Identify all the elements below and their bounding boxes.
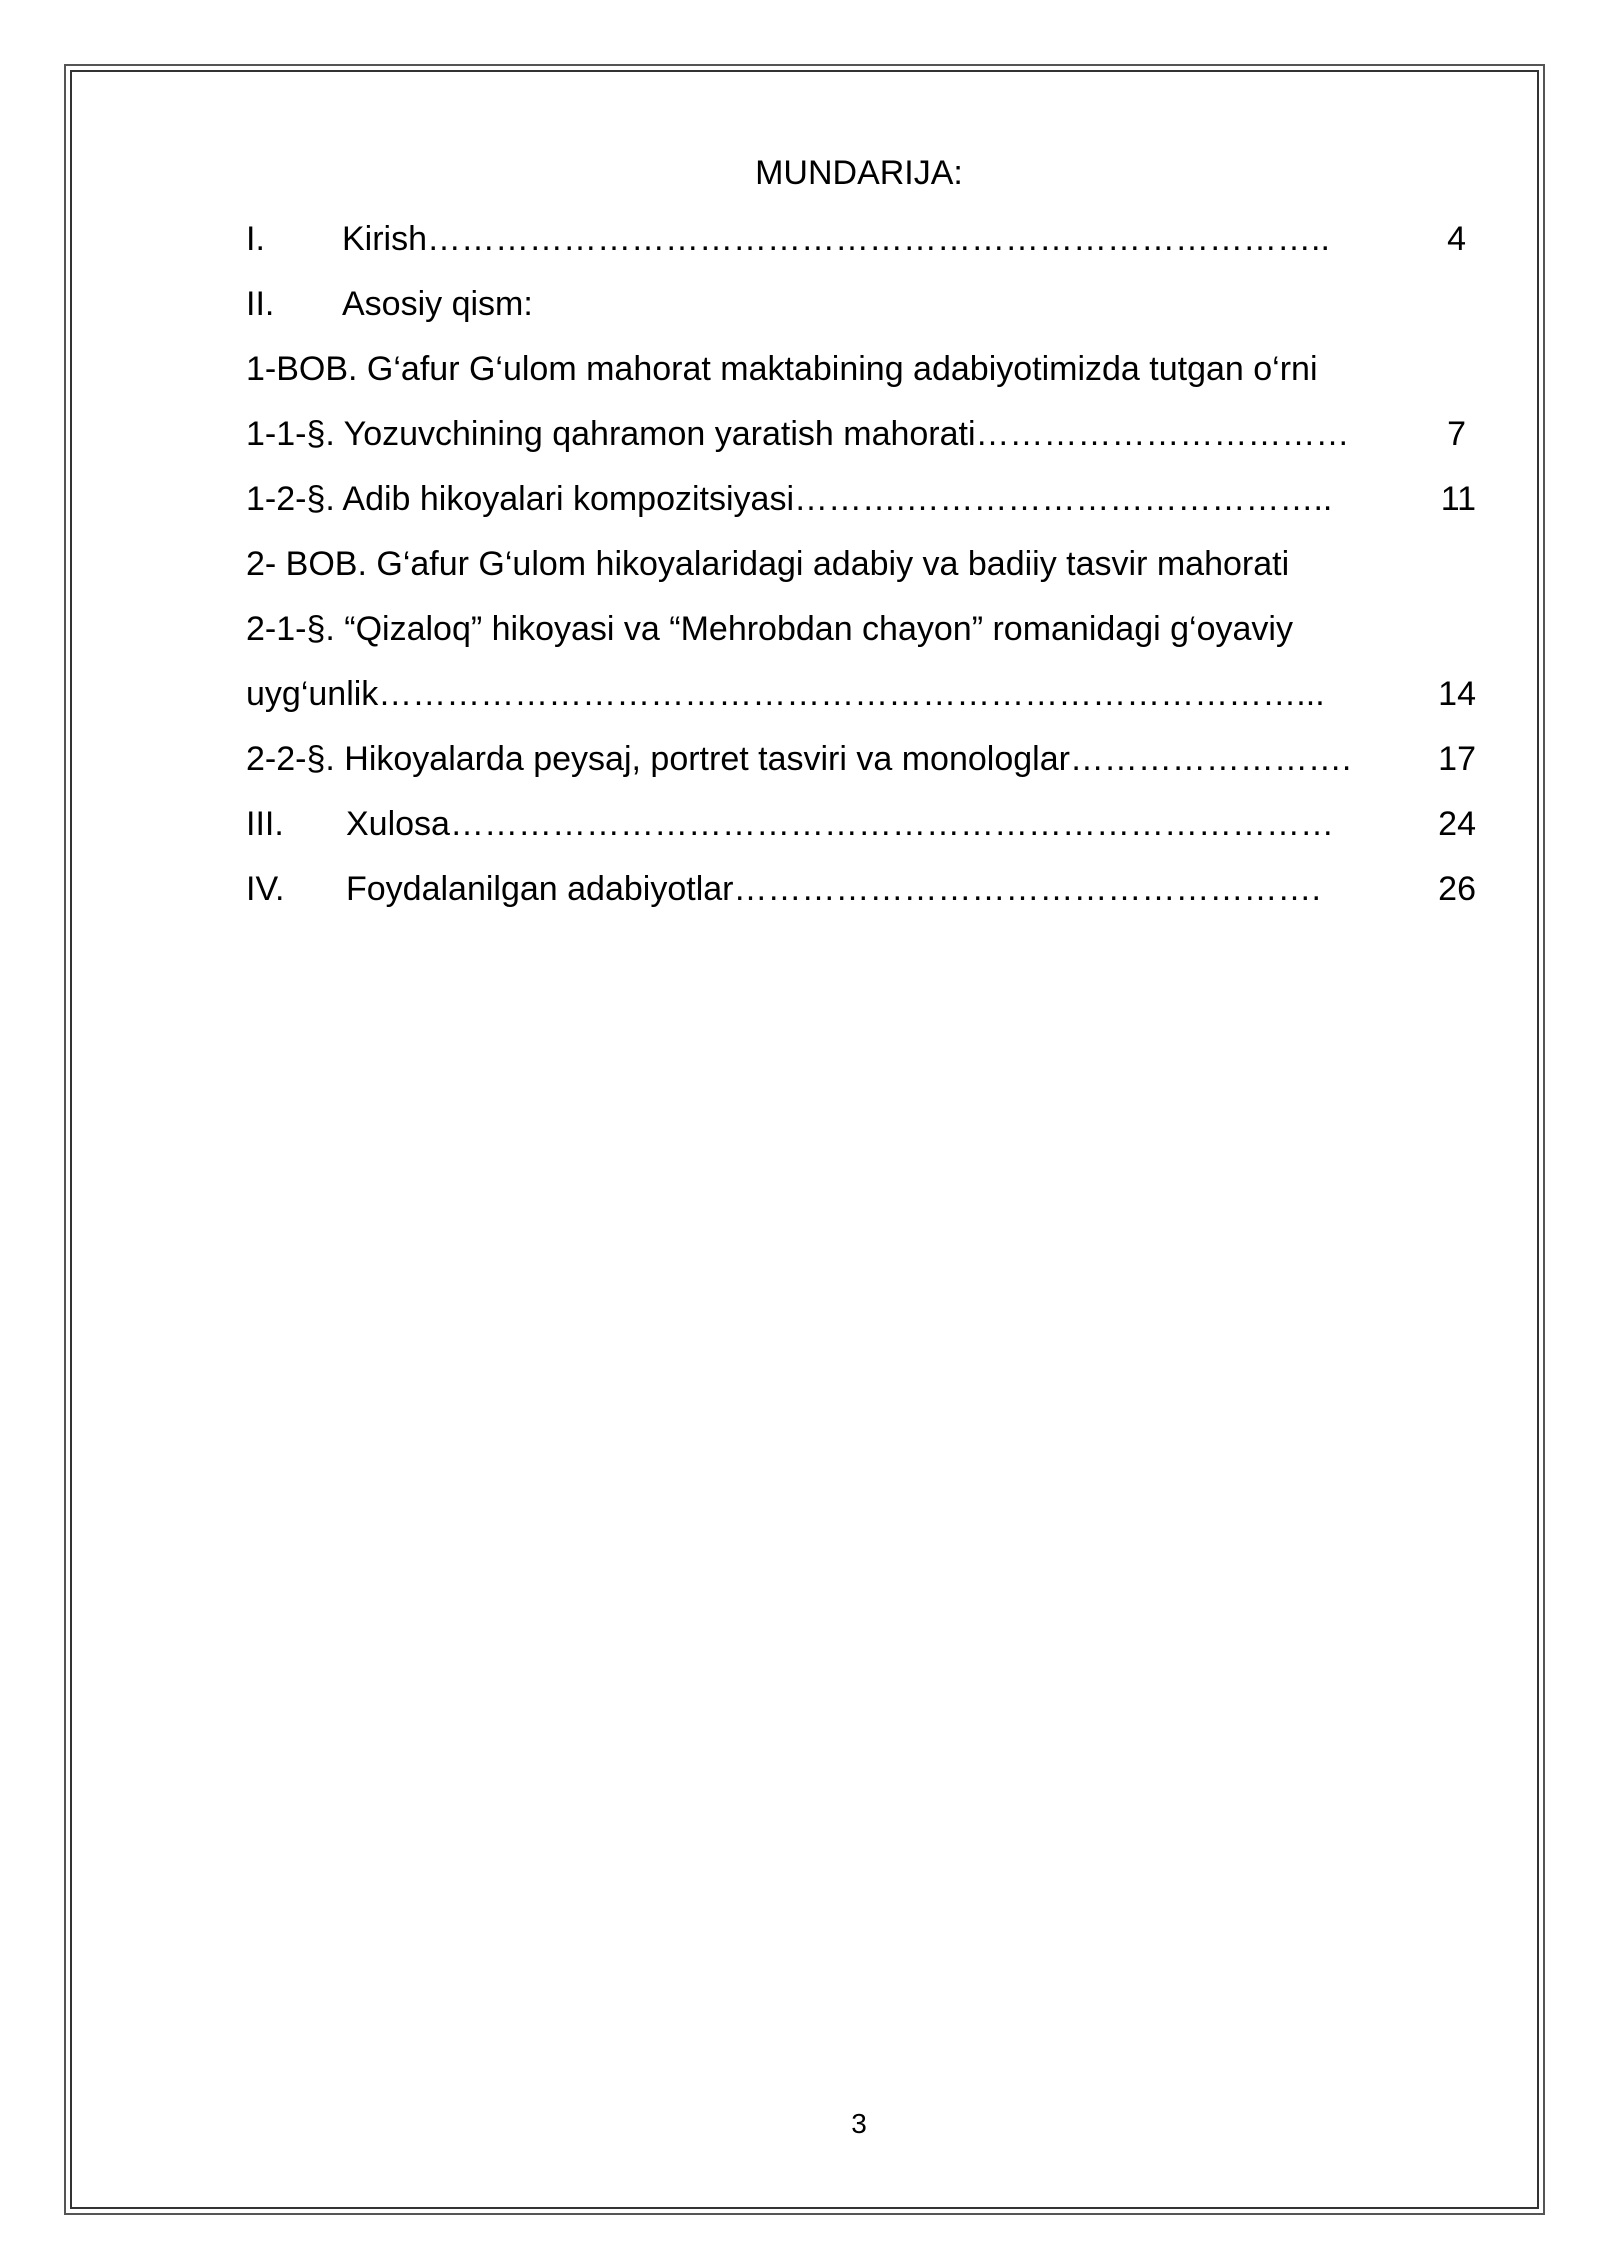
toc-section-label: uyg‘unlik………………………………………………………………………... <box>246 675 1325 713</box>
toc-section-label: 1-2-§. Adib hikoyalari kompozitsiyasi……….……………………………….. <box>246 480 1333 518</box>
toc-roman-numeral: II. <box>246 285 275 323</box>
toc-section-label: 2-2-§. Hikoyalarda peysaj, portret tasviri va monologlar……………………. <box>246 740 1352 778</box>
toc-leader-dots: …………………………………………………………………….. <box>427 220 1330 258</box>
toc-page-number: 4 <box>1447 220 1466 258</box>
toc-roman-numeral: III. <box>246 805 284 843</box>
toc-roman-numeral: IV. <box>246 870 285 908</box>
toc-page-number: 7 <box>1447 415 1466 453</box>
toc-entry-label: Asosiy qism: <box>342 285 533 323</box>
toc-leader-dots: ……………………………………………. <box>733 870 1321 908</box>
toc-page-number: 24 <box>1438 805 1476 843</box>
toc-page-number: 26 <box>1438 870 1476 908</box>
toc-section-label: 1-1-§. Yozuvchining qahramon yaratish mahorati…………………………… <box>246 415 1350 453</box>
toc-chapter-label: 2- BOB. G‘afur G‘ulom hikoyalaridagi adabiy va badiiy tasvir mahorati <box>246 545 1290 583</box>
toc-leader-dots: …………………………………………………………………… <box>449 805 1334 843</box>
page-number: 3 <box>851 2108 867 2139</box>
toc-entry-label: Kirish <box>342 220 428 258</box>
toc-entry-label: Foydalanilgan adabiyotlar <box>346 870 734 908</box>
toc-section-label: 2-1-§. “Qizaloq” hikoyasi va “Mehrobdan chayon” romanidagi g‘oyaviy <box>246 610 1293 648</box>
toc-title: MUNDARIJA: <box>755 154 963 192</box>
toc-page-number: 17 <box>1438 740 1476 778</box>
toc-entry-label: Xulosa <box>346 805 450 843</box>
toc-page-number: 11 <box>1440 480 1476 518</box>
toc-chapter-label: 1-BOB. G‘afur G‘ulom mahorat maktabining adabiyotimizda tutgan o‘rni <box>246 350 1318 388</box>
toc-roman-numeral: I. <box>246 220 265 258</box>
toc-page-number: 14 <box>1438 675 1476 713</box>
